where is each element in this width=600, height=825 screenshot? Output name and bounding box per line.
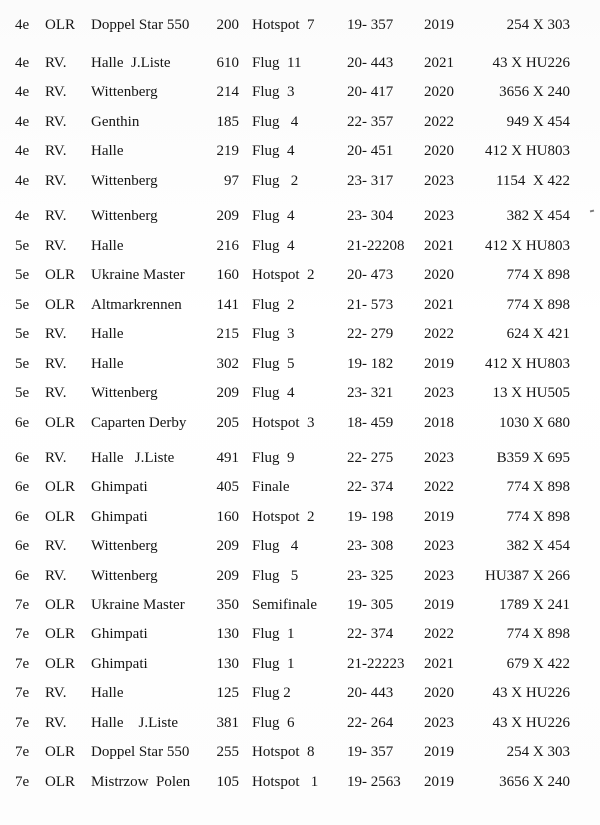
placement: 7e bbox=[15, 685, 30, 701]
race-type: RV. bbox=[45, 715, 67, 731]
placement: 7e bbox=[15, 656, 30, 672]
race-year: 2019 bbox=[424, 774, 454, 790]
race-name: Halle J.Liste bbox=[91, 715, 179, 731]
race-name: Ghimpati bbox=[91, 509, 148, 525]
ring-number: 21-22208 bbox=[347, 238, 405, 254]
race-name: Ukraine Master bbox=[91, 267, 185, 283]
result-number: 209 bbox=[216, 385, 239, 401]
race-year: 2021 bbox=[424, 656, 454, 672]
race-type: OLR bbox=[45, 509, 75, 525]
result-number: 125 bbox=[216, 685, 239, 701]
result-row bbox=[0, 564, 600, 588]
result-row bbox=[0, 51, 600, 75]
race-name: Wittenberg bbox=[91, 385, 158, 401]
parent-pair: 43 X HU226 bbox=[492, 715, 570, 731]
result-number: 209 bbox=[216, 208, 239, 224]
race-name: Halle bbox=[91, 685, 124, 701]
parent-pair: 679 X 422 bbox=[506, 656, 570, 672]
race-year: 2023 bbox=[424, 173, 454, 189]
parent-pair: 624 X 421 bbox=[506, 326, 570, 342]
ring-number: 23- 304 bbox=[347, 208, 394, 224]
parent-pair: 254 X 303 bbox=[506, 17, 570, 33]
race-name: Genthin bbox=[91, 114, 140, 130]
result-row bbox=[0, 652, 600, 676]
placement: 7e bbox=[15, 715, 30, 731]
parent-pair: 382 X 454 bbox=[506, 208, 570, 224]
result-row bbox=[0, 13, 600, 37]
race-type: RV. bbox=[45, 685, 67, 701]
result-number: 105 bbox=[216, 774, 239, 790]
parent-pair: 949 X 454 bbox=[506, 114, 570, 130]
result-number: 209 bbox=[216, 568, 239, 584]
race-year: 2023 bbox=[424, 450, 454, 466]
flight-label: Flug 4 bbox=[252, 538, 299, 554]
parent-pair: 774 X 898 bbox=[506, 267, 570, 283]
parent-pair: 382 X 454 bbox=[506, 538, 570, 554]
result-row bbox=[0, 534, 600, 558]
result-row bbox=[0, 80, 600, 104]
placement: 4e bbox=[15, 17, 30, 33]
parent-pair: 43 X HU226 bbox=[492, 55, 570, 71]
race-year: 2022 bbox=[424, 479, 454, 495]
race-type: RV. bbox=[45, 568, 67, 584]
ring-number: 20- 451 bbox=[347, 143, 394, 159]
result-number: 141 bbox=[216, 297, 239, 313]
parent-pair: B359 X 695 bbox=[496, 450, 570, 466]
race-type: RV. bbox=[45, 55, 67, 71]
placement: 7e bbox=[15, 597, 30, 613]
result-row bbox=[0, 446, 600, 470]
race-name: Wittenberg bbox=[91, 538, 158, 554]
race-type: OLR bbox=[45, 297, 75, 313]
placement: 5e bbox=[15, 326, 30, 342]
parent-pair: 412 X HU803 bbox=[485, 238, 570, 254]
flight-label: Flug 4 bbox=[252, 143, 295, 159]
race-type: RV. bbox=[45, 143, 67, 159]
parent-pair: 1030 X 680 bbox=[499, 415, 570, 431]
race-year: 2022 bbox=[424, 626, 454, 642]
placement: 5e bbox=[15, 356, 30, 372]
placement: 6e bbox=[15, 450, 30, 466]
race-name: Halle J.Liste bbox=[91, 450, 175, 466]
race-year: 2019 bbox=[424, 17, 454, 33]
race-year: 2019 bbox=[424, 356, 454, 372]
race-type: RV. bbox=[45, 450, 67, 466]
flight-label: Flug 9 bbox=[252, 450, 295, 466]
flight-label: Flug 1 bbox=[252, 656, 295, 672]
result-number: 405 bbox=[216, 479, 239, 495]
placement: 7e bbox=[15, 774, 30, 790]
ring-number: 23- 321 bbox=[347, 385, 394, 401]
result-row bbox=[0, 475, 600, 499]
race-type: RV. bbox=[45, 208, 67, 224]
race-type: OLR bbox=[45, 597, 75, 613]
result-number: 215 bbox=[216, 326, 239, 342]
ring-number: 21-22223 bbox=[347, 656, 405, 672]
result-number: 130 bbox=[216, 656, 239, 672]
placement: 4e bbox=[15, 114, 30, 130]
race-type: RV. bbox=[45, 356, 67, 372]
result-number: 610 bbox=[216, 55, 239, 71]
race-year: 2021 bbox=[424, 238, 454, 254]
race-type: RV. bbox=[45, 238, 67, 254]
ring-number: 22- 264 bbox=[347, 715, 394, 731]
parent-pair: 1154 X 422 bbox=[495, 173, 570, 189]
result-row bbox=[0, 770, 600, 794]
result-number: 130 bbox=[216, 626, 239, 642]
placement: 5e bbox=[15, 238, 30, 254]
ring-number: 22- 275 bbox=[347, 450, 394, 466]
parent-pair: 412 X HU803 bbox=[485, 143, 570, 159]
race-name: Wittenberg bbox=[91, 173, 158, 189]
ring-number: 19- 182 bbox=[347, 356, 394, 372]
flight-label: Flug 2 bbox=[252, 685, 291, 701]
flight-label: Flug 3 bbox=[252, 326, 295, 342]
result-row bbox=[0, 139, 600, 163]
race-name: Halle bbox=[91, 143, 124, 159]
race-name: Wittenberg bbox=[91, 84, 158, 100]
result-number: 214 bbox=[216, 84, 239, 100]
race-year: 2023 bbox=[424, 538, 454, 554]
race-name: Wittenberg bbox=[91, 208, 158, 224]
result-row bbox=[0, 169, 600, 193]
placement: 4e bbox=[15, 208, 30, 224]
result-row bbox=[0, 622, 600, 646]
result-number: 205 bbox=[216, 415, 239, 431]
flight-label: Flug 6 bbox=[252, 715, 295, 731]
placement: 6e bbox=[15, 509, 30, 525]
ring-number: 23- 317 bbox=[347, 173, 394, 189]
race-type: OLR bbox=[45, 267, 75, 283]
race-name: Doppel Star 550 bbox=[91, 744, 190, 760]
result-number: 160 bbox=[216, 267, 239, 283]
race-name: Ghimpati bbox=[91, 479, 148, 495]
race-name: Ghimpati bbox=[91, 656, 148, 672]
result-number: 160 bbox=[216, 509, 239, 525]
race-type: OLR bbox=[45, 626, 75, 642]
race-type: OLR bbox=[45, 774, 75, 790]
race-type: RV. bbox=[45, 326, 67, 342]
race-name: Caparten Derby bbox=[91, 415, 187, 431]
race-year: 2021 bbox=[424, 55, 454, 71]
placement: 6e bbox=[15, 568, 30, 584]
placement: 4e bbox=[15, 143, 30, 159]
race-type: OLR bbox=[45, 656, 75, 672]
flight-label: Hotspot 8 bbox=[252, 744, 315, 760]
race-type: RV. bbox=[45, 385, 67, 401]
race-year: 2020 bbox=[424, 685, 454, 701]
flight-label: Flug 5 bbox=[252, 568, 299, 584]
result-row bbox=[0, 322, 600, 346]
ring-number: 20- 443 bbox=[347, 685, 394, 701]
result-row bbox=[0, 711, 600, 735]
race-type: RV. bbox=[45, 84, 67, 100]
race-type: OLR bbox=[45, 744, 75, 760]
race-year: 2023 bbox=[424, 208, 454, 224]
race-year: 2022 bbox=[424, 114, 454, 130]
parent-pair: 13 X HU505 bbox=[492, 385, 570, 401]
flight-label: Flug 1 bbox=[252, 626, 295, 642]
flight-label: Flug 2 bbox=[252, 173, 299, 189]
result-row bbox=[0, 411, 600, 435]
ring-number: 20- 417 bbox=[347, 84, 394, 100]
race-year: 2018 bbox=[424, 415, 454, 431]
parent-pair: 774 X 898 bbox=[506, 479, 570, 495]
result-row bbox=[0, 505, 600, 529]
flight-label: Flug 2 bbox=[252, 297, 295, 313]
result-row bbox=[0, 204, 600, 228]
result-row bbox=[0, 234, 600, 258]
ring-number: 19- 357 bbox=[347, 17, 394, 33]
parent-pair: HU387 X 266 bbox=[485, 568, 570, 584]
race-type: RV. bbox=[45, 538, 67, 554]
ring-number: 22- 357 bbox=[347, 114, 394, 130]
flight-label: Semifinale bbox=[252, 597, 317, 613]
result-row bbox=[0, 681, 600, 705]
race-year: 2019 bbox=[424, 744, 454, 760]
flight-label: Flug 11 bbox=[252, 55, 302, 71]
placement: 5e bbox=[15, 385, 30, 401]
result-number: 491 bbox=[216, 450, 239, 466]
ring-number: 20- 473 bbox=[347, 267, 394, 283]
race-year: 2019 bbox=[424, 597, 454, 613]
result-number: 200 bbox=[216, 17, 239, 33]
result-number: 97 bbox=[224, 173, 239, 189]
parent-pair: 43 X HU226 bbox=[492, 685, 570, 701]
result-number: 219 bbox=[216, 143, 239, 159]
ring-number: 22- 279 bbox=[347, 326, 394, 342]
parent-pair: 254 X 303 bbox=[506, 744, 570, 760]
ring-number: 19- 198 bbox=[347, 509, 394, 525]
race-type: RV. bbox=[45, 173, 67, 189]
result-number: 350 bbox=[216, 597, 239, 613]
ring-number: 22- 374 bbox=[347, 479, 394, 495]
race-year: 2020 bbox=[424, 143, 454, 159]
ring-number: 20- 443 bbox=[347, 55, 394, 71]
placement: 4e bbox=[15, 55, 30, 71]
race-name: Wittenberg bbox=[91, 568, 158, 584]
parent-pair: 3656 X 240 bbox=[499, 774, 570, 790]
parent-pair: 412 X HU803 bbox=[485, 356, 570, 372]
flight-label: Hotspot 2 bbox=[252, 267, 315, 283]
race-year: 2023 bbox=[424, 715, 454, 731]
parent-pair: 774 X 898 bbox=[506, 626, 570, 642]
race-type: OLR bbox=[45, 479, 75, 495]
race-type: OLR bbox=[45, 415, 75, 431]
race-name: Doppel Star 550 bbox=[91, 17, 190, 33]
placement: 5e bbox=[15, 267, 30, 283]
flight-label: Hotspot 1 bbox=[252, 774, 319, 790]
result-row bbox=[0, 110, 600, 134]
race-year: 2020 bbox=[424, 84, 454, 100]
flight-label: Hotspot 2 bbox=[252, 509, 315, 525]
placement: 4e bbox=[15, 173, 30, 189]
parent-pair: 774 X 898 bbox=[506, 297, 570, 313]
result-number: 302 bbox=[216, 356, 239, 372]
race-name: Halle J.Liste bbox=[91, 55, 171, 71]
flight-label: Flug 4 bbox=[252, 385, 295, 401]
result-row bbox=[0, 263, 600, 287]
race-name: Ukraine Master bbox=[91, 597, 185, 613]
flight-label: Flug 4 bbox=[252, 238, 295, 254]
placement: 5e bbox=[15, 297, 30, 313]
ring-number: 23- 308 bbox=[347, 538, 394, 554]
placement: 6e bbox=[15, 415, 30, 431]
result-row bbox=[0, 293, 600, 317]
ring-number: 23- 325 bbox=[347, 568, 394, 584]
result-number: 185 bbox=[216, 114, 239, 130]
race-type: OLR bbox=[45, 17, 75, 33]
race-name: Ghimpati bbox=[91, 626, 148, 642]
race-type: RV. bbox=[45, 114, 67, 130]
parent-pair: 774 X 898 bbox=[506, 509, 570, 525]
race-year: 2023 bbox=[424, 385, 454, 401]
result-row bbox=[0, 593, 600, 617]
flight-label: Flug 3 bbox=[252, 84, 295, 100]
ring-number: 19- 2563 bbox=[347, 774, 401, 790]
parent-pair: 3656 X 240 bbox=[499, 84, 570, 100]
flight-label: Finale bbox=[252, 479, 290, 495]
result-number: 381 bbox=[216, 715, 239, 731]
result-row bbox=[0, 740, 600, 764]
race-name: Halle bbox=[91, 356, 124, 372]
placement: 7e bbox=[15, 626, 30, 642]
flight-label: Flug 4 bbox=[252, 208, 295, 224]
parent-pair: 1789 X 241 bbox=[499, 597, 570, 613]
result-row bbox=[0, 352, 600, 376]
result-number: 209 bbox=[216, 538, 239, 554]
ring-number: 18- 459 bbox=[347, 415, 394, 431]
flight-label: Flug 5 bbox=[252, 356, 295, 372]
race-year: 2021 bbox=[424, 297, 454, 313]
ring-number: 21- 573 bbox=[347, 297, 394, 313]
result-row bbox=[0, 381, 600, 405]
race-name: Halle bbox=[91, 238, 124, 254]
race-name: Halle bbox=[91, 326, 124, 342]
race-name: Altmarkrennen bbox=[91, 297, 182, 313]
placement: 6e bbox=[15, 538, 30, 554]
ring-number: 22- 374 bbox=[347, 626, 394, 642]
placement: 6e bbox=[15, 479, 30, 495]
race-year: 2022 bbox=[424, 326, 454, 342]
ring-number: 19- 305 bbox=[347, 597, 394, 613]
race-name: Mistrzow Polen bbox=[91, 774, 191, 790]
placement: 4e bbox=[15, 84, 30, 100]
ring-number: 19- 357 bbox=[347, 744, 394, 760]
race-year: 2020 bbox=[424, 267, 454, 283]
flight-label: Flug 4 bbox=[252, 114, 299, 130]
flight-label: Hotspot 3 bbox=[252, 415, 315, 431]
race-year: 2019 bbox=[424, 509, 454, 525]
result-number: 216 bbox=[216, 238, 239, 254]
result-number: 255 bbox=[216, 744, 239, 760]
race-year: 2023 bbox=[424, 568, 454, 584]
placement: 7e bbox=[15, 744, 30, 760]
flight-label: Hotspot 7 bbox=[252, 17, 315, 33]
